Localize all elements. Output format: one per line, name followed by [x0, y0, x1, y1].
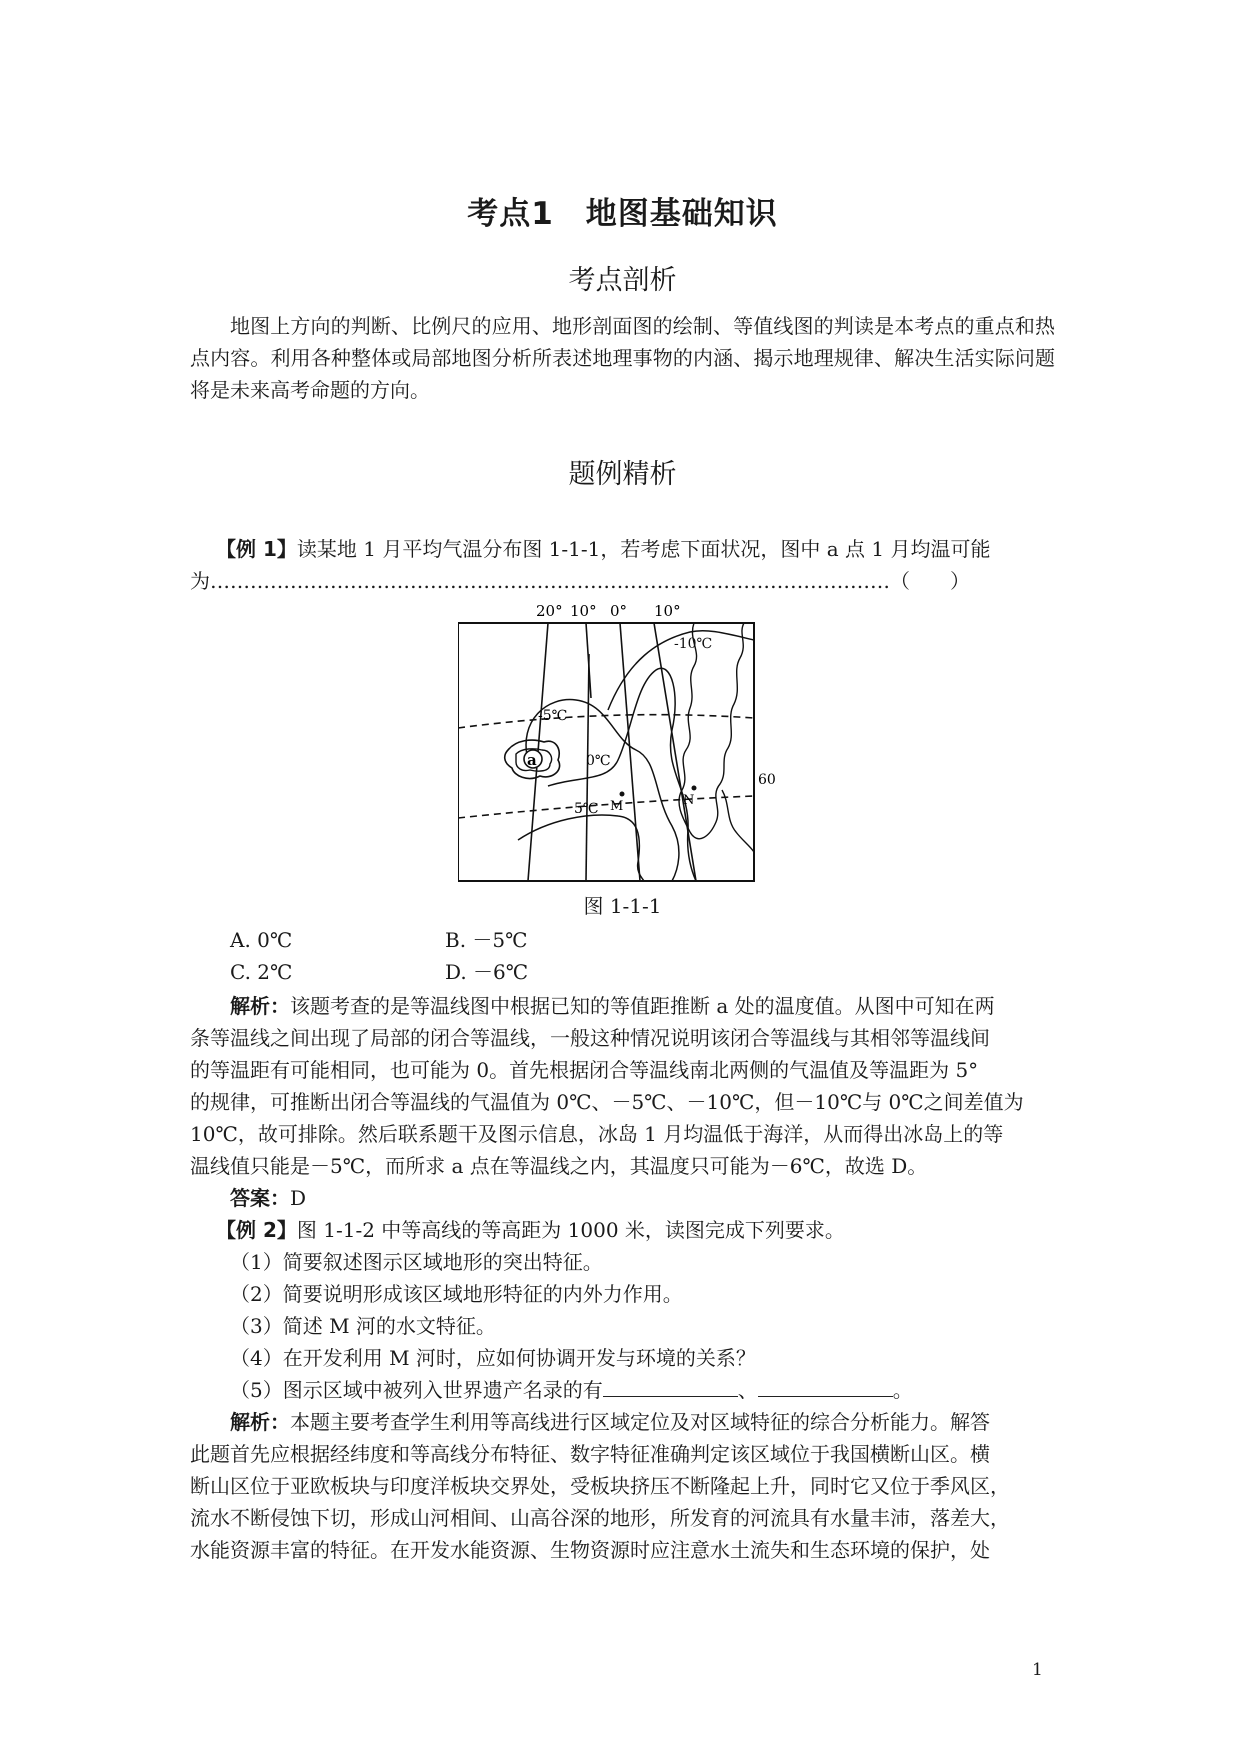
example2-analysis-line5: 水能资源丰富的特征。在开发水能资源、生物资源时应注意水土流失和生态环境的保护，处: [190, 1538, 990, 1562]
page-number: 1: [1032, 1660, 1043, 1680]
section-heading-analysis: 考点剖析: [568, 265, 677, 296]
section-body-analysis: 地图上方向的判断、比例尺的应用、地形剖面图的绘制、等值线图的判读是本考点的重点和热点内容。利用各种整体或局部地图分析所表述地理事物的内涵、揭示地理规律、解决生活实际问题将是未来高考命题的方向。: [190, 314, 1055, 402]
example2-question: [216, 1214, 1081, 1246]
example2-analysis-label: 解析：: [230, 1410, 290, 1434]
example1-dots: …………………………………………………………………………………………: [210, 569, 890, 593]
example2-analysis-line2: 此题首先应根据经纬度和等高线分布特征、数字特征准确判定该区域位于我国横断山区。横: [190, 1442, 990, 1466]
answer-blank-2[interactable]: [758, 1374, 893, 1397]
lon-label-10e: 10°: [654, 602, 681, 620]
blank-end: 。: [892, 1378, 913, 1402]
point-m-marker: [620, 792, 625, 797]
example1-answer: [230, 1182, 1095, 1214]
label-0c: 0℃: [586, 753, 611, 769]
example1-analysis-label: 解析：: [230, 994, 290, 1018]
example2-item-5-text: （5）图示区域中被列入世界遗产名录的有: [230, 1378, 603, 1402]
example1-question-line1: [216, 533, 1081, 565]
isotherm-5: [518, 815, 644, 881]
page-title: [190, 188, 1055, 233]
figure-caption: 图 1-1-1: [583, 894, 662, 918]
example1-analysis-line3: 的等温距有可能相同，也可能为 0。首先根据闭合等温线南北两侧的气温值及等温距为 5°: [190, 1058, 979, 1082]
parallel-upper: [458, 715, 754, 728]
example2-analysis-line4: 流水不断侵蚀下切，形成山河相间、山高谷深的地形，所发育的河流具有水量丰沛，落差大，: [190, 1506, 1010, 1530]
label-n: N: [683, 793, 695, 808]
example2-label: 【例 2】: [216, 1218, 297, 1242]
example1-question-text2: 为: [190, 569, 210, 593]
coastline-baltic: [722, 790, 754, 852]
example2-analysis-line3: 断山区位于亚欧板块与印度洋板块交界处，受板块挤压不断隆起上升，同时它又位于季风区，: [190, 1474, 1010, 1498]
point-n-marker: [692, 786, 697, 791]
option-b: B. －5℃: [445, 928, 528, 952]
example1-question-line2: [190, 565, 1055, 597]
example1-analysis-line2: 条等温线之间出现了局部的闭合等温线，一般这种情况说明该闭合等温线与其相邻等温线间: [190, 1026, 990, 1050]
example2-item-1: （1）简要叙述图示区域地形的突出特征。: [230, 1250, 603, 1274]
analysis-text: 该题考查的是等温线图中根据已知的等值距推断 a 处的温度值。从图中可知在两: [290, 994, 995, 1018]
example1-answer-value: D: [290, 1186, 307, 1210]
label-minus10c: -10℃: [674, 636, 713, 652]
section-heading-examples: 题例精析: [568, 459, 677, 490]
example2-item-4: （4）在开发利用 M 河时，应如何协调开发与环境的关系？: [230, 1346, 756, 1370]
example1-analysis-line5: 10℃，故可排除。然后联系题干及图示信息，冰岛 1 月均温低于海洋，从而得出冰岛上的等: [190, 1122, 1004, 1146]
example2-analysis-line1: [230, 1406, 1095, 1438]
label-m: M: [610, 799, 624, 814]
analysis-text: 本题主要考查学生利用等高线进行区域定位及对区域特征的综合分析能力。解答: [290, 1410, 990, 1434]
lon-label-20: 20°: [536, 602, 563, 620]
example1-analysis-line1: [230, 990, 1095, 1022]
lon-label-10w: 10°: [570, 602, 597, 620]
lon-label-0: 0°: [610, 602, 628, 620]
example1-label: 【例 1】: [216, 537, 297, 561]
label-60: 60: [758, 772, 776, 788]
example1-question-text1: 读某地 1 月平均气温分布图 1-1-1，若考虑下面状况，图中 a 点 1 月均温可能: [296, 537, 991, 561]
answer-blank-1[interactable]: [603, 1374, 738, 1397]
label-5c: 5℃: [574, 801, 599, 817]
temperature-map-figure: [458, 600, 788, 884]
option-d: D. －6℃: [445, 960, 529, 984]
meridian-10e: [654, 623, 696, 881]
title-part2: 地图基础知识: [585, 196, 778, 232]
point-a-label: a: [527, 751, 537, 769]
example2-question-text: 图 1-1-2 中等高线的等高距为 1000 米，读图完成下列要求。: [296, 1218, 845, 1242]
title-part1: 考点1: [467, 196, 554, 232]
label-minus5c: -5℃: [538, 708, 568, 724]
option-c: C. 2℃: [230, 960, 293, 984]
example1-analysis-line4: 的规律，可推断出闭合等温线的气温值为 0℃、－5℃、－10℃，但－10℃与 0℃之间差值为: [190, 1090, 1024, 1114]
map-frame: [458, 623, 754, 881]
option-a: A. 0℃: [230, 928, 293, 952]
example1-paren: （ ）: [890, 569, 970, 593]
isotherm-minus5: [526, 700, 679, 881]
example2-item-3: （3）简述 M 河的水文特征。: [230, 1314, 496, 1338]
example1-analysis-line6: 温线值只能是－5℃，而所求 a 点在等温线之内，其温度只可能为－6℃，故选 D。: [190, 1154, 928, 1178]
example2-item-2: （2）简要说明形成该区域地形特征的内外力作用。: [230, 1282, 683, 1306]
example2-item-5: [230, 1374, 1095, 1406]
blank-separator: 、: [737, 1378, 758, 1402]
example1-answer-label: 答案：: [230, 1186, 290, 1210]
